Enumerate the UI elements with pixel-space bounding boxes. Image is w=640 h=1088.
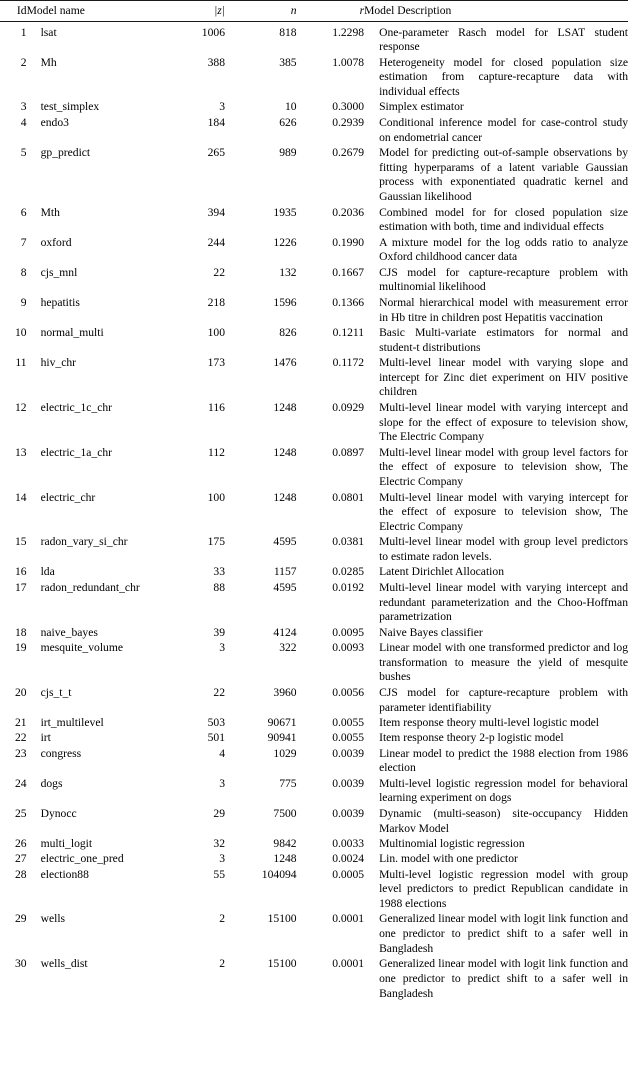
cell-model-description: CJS model for capture-recapture problem with multinomial likelihood — [379, 265, 628, 294]
cell-n: 1248 — [273, 852, 297, 866]
table-row — [0, 265, 628, 295]
cell-id: 1 — [20, 25, 27, 39]
cell-model-name: multi_logit — [40, 836, 93, 850]
cell-model-description: Latent Dirichlet Allocation — [379, 565, 504, 579]
cell-abs-z: 32 — [213, 836, 225, 850]
cell-r: 0.0381 — [332, 535, 365, 549]
cell-model-name: mesquite_volume — [40, 640, 124, 654]
cell-n: 1476 — [273, 355, 297, 369]
cell-id: 5 — [20, 145, 27, 159]
table-header — [0, 1, 628, 22]
cell-n: 7500 — [273, 806, 297, 820]
cell-r: 0.0005 — [332, 867, 365, 881]
cell-r: 0.0093 — [332, 640, 365, 654]
table-row — [0, 806, 628, 836]
cell-abs-z: 116 — [208, 400, 225, 414]
cell-id: 27 — [14, 852, 27, 866]
cell-model-name: lsat — [40, 25, 57, 39]
table-row — [0, 957, 628, 1002]
table-row — [0, 145, 628, 205]
cell-abs-z: 88 — [213, 580, 225, 594]
cell-id: 18 — [14, 625, 27, 639]
table-row — [0, 490, 628, 535]
cell-n: 104094 — [261, 867, 297, 881]
cell-n: 1226 — [273, 235, 297, 249]
cell-abs-z: 1006 — [201, 25, 225, 39]
cell-abs-z: 55 — [213, 867, 225, 881]
cell-r: 0.0001 — [332, 912, 365, 926]
cell-r: 0.0055 — [332, 715, 365, 729]
table-row — [0, 535, 628, 565]
cell-n: 1248 — [273, 400, 297, 414]
cell-id: 4 — [20, 115, 27, 129]
cell-id: 11 — [15, 355, 27, 369]
cell-model-name: Mh — [40, 55, 57, 69]
cell-n: 4595 — [273, 580, 297, 594]
cell-abs-z: 100 — [207, 325, 225, 339]
cell-r: 0.3000 — [332, 100, 365, 114]
cell-model-description: Normal hierarchical model with measurement error in Hb titre in children post Hepatitis vaccination — [379, 295, 628, 324]
column-header-r: r — [297, 1, 365, 22]
cell-id: 20 — [14, 685, 27, 699]
table-row — [0, 445, 628, 490]
cell-n: 989 — [279, 145, 297, 159]
cell-model-name: irt — [40, 731, 51, 745]
table-row — [0, 640, 628, 685]
cell-n: 4595 — [273, 535, 297, 549]
cell-r: 0.0801 — [332, 490, 365, 504]
table-row — [0, 325, 628, 355]
cell-id: 29 — [14, 912, 27, 926]
cell-abs-z: 3 — [219, 776, 225, 790]
cell-r: 0.0024 — [332, 852, 365, 866]
cell-id: 3 — [20, 100, 27, 114]
cell-n: 3960 — [273, 685, 297, 699]
cell-n: 1029 — [273, 746, 297, 760]
cell-r: 0.0192 — [332, 580, 365, 594]
cell-abs-z: 184 — [207, 115, 225, 129]
cell-id: 17 — [14, 580, 27, 594]
column-header-model-name: Model name — [27, 1, 162, 22]
cell-abs-z: 388 — [207, 55, 225, 69]
cell-abs-z: 39 — [213, 625, 225, 639]
table-row — [0, 235, 628, 265]
cell-model-description: Generalized linear model with logit link function and one predictor to predict shift to a safer well in Bangladesh — [379, 912, 628, 955]
cell-model-name: radon_redundant_chr — [40, 580, 140, 594]
cell-model-description: Multi-level linear model with group level factors for the effect of exposure to television show, The Electric Company — [379, 445, 628, 489]
cell-model-name: cjs_mnl — [40, 265, 78, 279]
table-row — [0, 55, 628, 100]
cell-model-name: Dynocc — [40, 806, 77, 820]
cell-model-name: irt_multilevel — [40, 715, 104, 729]
cell-r: 0.1366 — [332, 295, 365, 309]
cell-n: 775 — [279, 776, 297, 790]
cell-model-description: Multi-level linear model with varying slope and intercept for Zinc diet experiment on HIV positive children — [379, 355, 628, 399]
cell-model-description: Naive Bayes classifier — [379, 625, 483, 639]
cell-n: 1157 — [273, 565, 297, 579]
cell-abs-z: 4 — [219, 746, 225, 760]
cell-model-name: wells_dist — [40, 957, 88, 971]
cell-r: 0.0897 — [332, 445, 365, 459]
cell-n: 1935 — [273, 205, 297, 219]
cell-abs-z: 22 — [213, 685, 225, 699]
cell-abs-z: 22 — [213, 265, 225, 279]
cell-n: 15100 — [267, 957, 297, 971]
cell-r: 0.0001 — [332, 957, 365, 971]
table-row — [0, 836, 628, 851]
cell-model-name: electric_1c_chr — [40, 400, 113, 414]
table-row — [0, 625, 628, 640]
table-body — [0, 22, 628, 1002]
cell-r: 0.1211 — [332, 325, 365, 339]
cell-model-name: hepatitis — [40, 295, 80, 309]
cell-r: 0.0056 — [332, 685, 365, 699]
cell-r: 0.0039 — [332, 746, 365, 760]
cell-abs-z: 3 — [219, 852, 225, 866]
cell-r: 0.1667 — [332, 265, 365, 279]
table-row — [0, 685, 628, 715]
cell-model-name: naive_bayes — [40, 625, 98, 639]
cell-r: 0.2939 — [332, 115, 365, 129]
cell-model-description: A mixture model for the log odds ratio to analyze Oxford childhood cancer data — [379, 235, 628, 264]
table-row — [0, 867, 628, 912]
cell-n: 4124 — [273, 625, 297, 639]
cell-r: 0.0055 — [332, 731, 365, 745]
cell-model-name: radon_vary_si_chr — [40, 535, 128, 549]
cell-r: 0.0039 — [332, 776, 365, 790]
cell-model-description: Linear model with one transformed predictor and log transformation to measure the yield of mesquite bushes — [379, 640, 628, 684]
cell-n: 818 — [279, 25, 297, 39]
cell-id: 19 — [14, 640, 27, 654]
cell-n: 1248 — [273, 445, 297, 459]
cell-model-description: Multi-level linear model with varying intercept for the effect of exposure to television show, The Electric Company — [379, 490, 628, 534]
cell-abs-z: 100 — [207, 490, 225, 504]
cell-n: 90941 — [267, 731, 297, 745]
cell-id: 14 — [14, 490, 27, 504]
cell-r: 0.0039 — [332, 806, 365, 820]
cell-model-description: Multi-level linear model with group level predictors to estimate radon levels. — [379, 535, 628, 564]
cell-abs-z: 3 — [219, 100, 225, 114]
cell-id: 10 — [14, 325, 27, 339]
cell-n: 385 — [279, 55, 297, 69]
cell-model-description: Multi-level linear model with varying intercept and redundant parameterization and the Choo-Hoffman parametrization — [379, 580, 628, 624]
cell-n: 9842 — [273, 836, 297, 850]
cell-id: 28 — [14, 867, 27, 881]
cell-n: 1248 — [273, 490, 297, 504]
cell-id: 26 — [14, 836, 27, 850]
cell-r: 1.0078 — [332, 55, 365, 69]
cell-r: 0.2036 — [332, 205, 365, 219]
cell-abs-z: 175 — [207, 535, 225, 549]
cell-r: 0.0095 — [332, 625, 365, 639]
cell-model-name: test_simplex — [40, 100, 100, 114]
table-row — [0, 746, 628, 776]
cell-id: 24 — [14, 776, 27, 790]
table-row — [0, 912, 628, 957]
cell-abs-z: 218 — [207, 295, 225, 309]
cell-model-name: gp_predict — [40, 145, 91, 159]
cell-id: 22 — [14, 731, 27, 745]
cell-model-name: oxford — [40, 235, 72, 249]
cell-n: 626 — [279, 115, 297, 129]
table-row — [0, 731, 628, 746]
cell-n: 1596 — [273, 295, 297, 309]
table-row — [0, 205, 628, 235]
cell-n: 322 — [279, 640, 297, 654]
table-row — [0, 580, 628, 625]
cell-id: 8 — [20, 265, 27, 279]
cell-id: 9 — [20, 295, 27, 309]
cell-n: 90671 — [267, 715, 297, 729]
cell-model-description: CJS model for capture-recapture problem with parameter identifiability — [379, 685, 628, 714]
table-row — [0, 100, 628, 115]
cell-abs-z: 33 — [213, 565, 225, 579]
cell-model-description: Multi-level linear model with varying intercept and slope for the effect of exposure to television show, The Electric Company — [379, 400, 628, 444]
cell-model-description: Dynamic (multi-season) site-occupancy Hidden Markov Model — [379, 806, 628, 835]
column-header-id: Id — [0, 1, 27, 22]
cell-abs-z: 394 — [207, 205, 225, 219]
table-row — [0, 22, 628, 56]
cell-model-name: dogs — [40, 776, 63, 790]
column-header-n: n — [225, 1, 297, 22]
cell-model-name: endo3 — [40, 115, 69, 129]
cell-model-description: Lin. model with one predictor — [379, 852, 518, 866]
cell-r: 0.1990 — [332, 235, 365, 249]
cell-abs-z: 2 — [219, 912, 225, 926]
table-row — [0, 852, 628, 867]
table-row — [0, 400, 628, 445]
cell-r: 0.1172 — [332, 355, 365, 369]
cell-n: 132 — [279, 265, 297, 279]
cell-model-description: Item response theory 2-p logistic model — [379, 731, 564, 745]
cell-id: 30 — [14, 957, 27, 971]
table-row — [0, 565, 628, 580]
cell-abs-z: 2 — [219, 957, 225, 971]
cell-id: 16 — [14, 565, 27, 579]
cell-model-description: Basic Multi-variate estimators for normal and student-t distributions — [379, 325, 628, 354]
cell-model-description: Item response theory multi-level logistic model — [379, 715, 599, 729]
cell-abs-z: 29 — [213, 806, 225, 820]
cell-model-name: lda — [40, 565, 55, 579]
cell-id: 2 — [20, 55, 27, 69]
cell-id: 21 — [14, 715, 27, 729]
cell-model-description: Multinomial logistic regression — [379, 836, 525, 850]
cell-model-name: cjs_t_t — [40, 685, 72, 699]
cell-model-description: Multi-level logistic regression model for behavioral learning experiment on dogs — [379, 776, 628, 805]
cell-n: 15100 — [267, 912, 297, 926]
cell-model-name: normal_multi — [40, 325, 104, 339]
cell-model-name: congress — [40, 746, 82, 760]
cell-model-name: electric_one_pred — [40, 852, 124, 866]
cell-r: 0.0929 — [332, 400, 365, 414]
cell-model-description: Heterogeneity model for closed population size estimation from capture-recapture data with individual effects — [379, 55, 628, 99]
cell-id: 12 — [14, 400, 27, 414]
cell-id: 13 — [14, 445, 27, 459]
cell-id: 7 — [20, 235, 27, 249]
cell-id: 25 — [14, 806, 27, 820]
table-row — [0, 115, 628, 145]
cell-abs-z: 173 — [207, 355, 225, 369]
cell-abs-z: 501 — [207, 731, 225, 745]
cell-model-description: Conditional inference model for case-control study on endometrial cancer — [379, 115, 628, 144]
table-row — [0, 295, 628, 325]
cell-model-name: Mth — [40, 205, 60, 219]
cell-abs-z: 112 — [208, 445, 225, 459]
cell-abs-z: 3 — [219, 640, 225, 654]
column-header-abs-z: |z| — [162, 1, 225, 22]
cell-model-name: wells — [40, 912, 66, 926]
cell-model-description: Simplex estimator — [379, 100, 464, 114]
table-row — [0, 355, 628, 400]
cell-n: 826 — [279, 325, 297, 339]
table-header-row — [0, 1, 628, 22]
cell-abs-z: 244 — [207, 235, 225, 249]
cell-model-description: Linear model to predict the 1988 election from 1986 election — [379, 746, 628, 775]
cell-model-description: Generalized linear model with logit link function and one predictor to predict shift to a safer well in Bangladesh — [379, 957, 628, 1000]
table-row — [0, 776, 628, 806]
cell-id: 6 — [20, 205, 27, 219]
cell-r: 0.0285 — [332, 565, 365, 579]
cell-model-description: One-parameter Rasch model for LSAT student response — [379, 25, 628, 54]
cell-model-name: hiv_chr — [40, 355, 76, 369]
cell-model-name: electric_chr — [40, 490, 96, 504]
cell-model-description: Multi-level logistic regression model with group level predictors to predict Republican candidate in 1988 elections — [379, 867, 628, 911]
cell-id: 15 — [14, 535, 27, 549]
cell-r: 0.2679 — [332, 145, 365, 159]
cell-model-name: election88 — [40, 867, 89, 881]
cell-abs-z: 265 — [207, 145, 225, 159]
cell-abs-z: 503 — [207, 715, 225, 729]
cell-model-description: Combined model for for closed population size estimation with both, time and individual effects — [379, 205, 628, 234]
cell-model-name: electric_1a_chr — [40, 445, 113, 459]
cell-r: 1.2298 — [332, 25, 365, 39]
column-header-model-description: Model Description — [364, 1, 628, 22]
cell-model-description: Model for predicting out-of-sample observations by fitting hyperparams of a latent variable Gaussian process with exponentiated quadratic kernel and Gaussian likelihood — [379, 145, 628, 204]
cell-r: 0.0033 — [332, 836, 365, 850]
table-row — [0, 715, 628, 730]
cell-n: 10 — [284, 100, 297, 114]
cell-id: 23 — [14, 746, 27, 760]
